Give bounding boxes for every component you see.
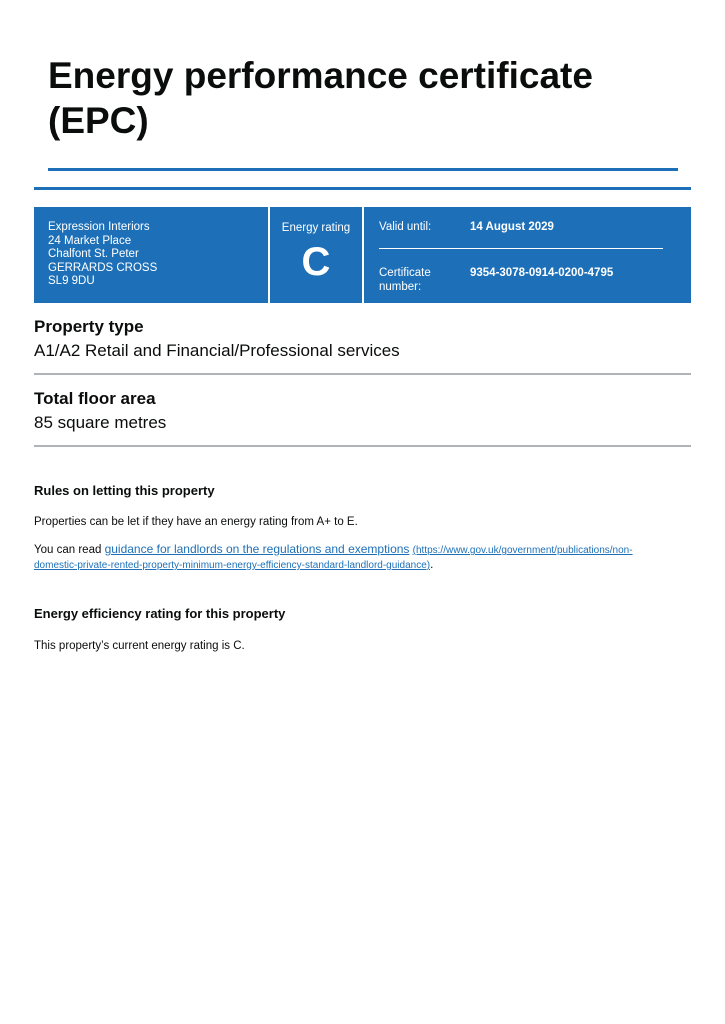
panel-divider	[362, 207, 364, 303]
valid-until-value: 14 August 2029	[470, 221, 554, 233]
address-line: SL9 9DU	[48, 275, 95, 287]
efficiency-text: This property’s current energy rating is C.	[34, 640, 245, 652]
section-rule	[34, 445, 691, 447]
property-type-heading: Property type	[34, 317, 144, 336]
efficiency-heading: Energy efficiency rating for this property	[34, 606, 286, 621]
certificate-number-label: Certificate number:	[379, 267, 431, 293]
valid-until-label: Valid until:	[379, 221, 432, 233]
section-divider	[34, 187, 691, 190]
address-line: GERRARDS CROSS	[48, 261, 158, 274]
certificate-number-value: 9354-3078-0914-0200-4795	[470, 267, 614, 279]
panel-rule	[379, 248, 663, 249]
guidance-url-link[interactable]: (https://www.gov.uk/government/publications/non-domestic-private-rented-property-minimum-energy-efficiency-standard-landlord-guidance)	[34, 545, 633, 571]
page-title: Energy performance certificate (EPC)	[48, 55, 593, 141]
letting-rules-text: Properties can be let if they have an energy rating from A+ to E.	[34, 516, 358, 528]
epc-summary-panel	[34, 207, 691, 303]
title-underline	[48, 168, 678, 171]
address-line: 24 Market Place	[48, 234, 132, 247]
letting-rules-heading: Rules on letting this property	[34, 483, 215, 498]
property-type-value: A1/A2 Retail and Financial/Professional services	[34, 341, 400, 360]
address-line: Chalfont St. Peter	[48, 248, 139, 260]
guidance-link[interactable]: guidance for landlords on the regulations and exemptions	[104, 542, 410, 556]
floor-area-value: 85 square metres	[34, 413, 167, 432]
energy-rating-value: C	[301, 240, 331, 284]
guidance-paragraph	[34, 542, 659, 573]
property-address	[48, 221, 157, 289]
section-rule	[34, 373, 691, 375]
address-line: Expression Interiors	[48, 221, 150, 233]
guidance-prefix: You can read	[34, 544, 105, 556]
guidance-suffix: .	[430, 559, 434, 571]
energy-rating-label: Energy rating	[281, 222, 351, 234]
floor-area-heading: Total floor area	[34, 389, 156, 408]
